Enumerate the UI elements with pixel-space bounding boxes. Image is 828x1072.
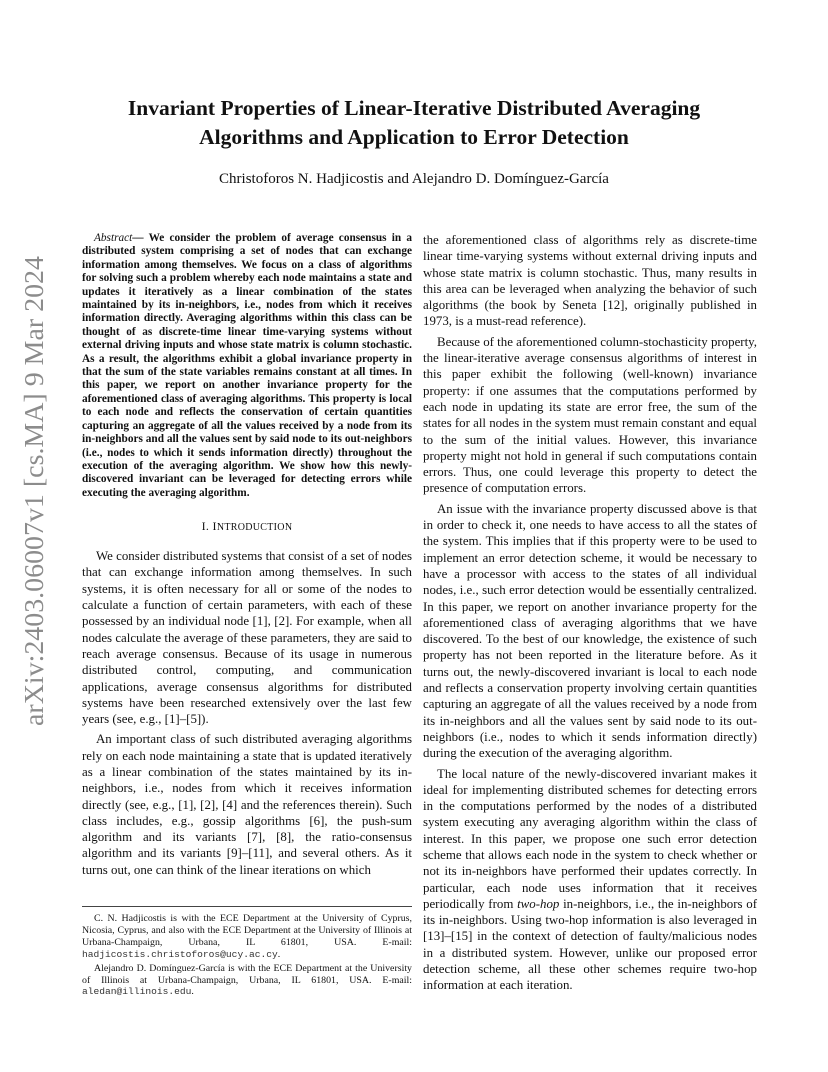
right-column [423,232,757,998]
section-first-letter: I [212,519,217,534]
left-body [82,548,412,878]
paragraph: the aforementioned class of algorithms rely as discrete-time linear time-varying systems without external driving inputs and whose state matrix is column stochastic. Thus, many results in this area can be leveraged when analyzing the behavior of such algorithms (the book by Seneta [12], originally published in 1973, is a must-read reference). [423,233,757,329]
email-link[interactable]: hadjicostis.christoforos@ucy.ac.cy [82,948,278,960]
left-column [82,232,412,882]
arxiv-sidebar [14,250,52,730]
email-link[interactable]: aledan@illinois.edu [82,986,192,998]
abstract-dash: — [132,232,144,244]
emphasis: two-hop [517,896,560,911]
title-line-1: Invariant Properties of Linear-Iterative Distributed Averaging [127,96,701,120]
footnotes [82,906,412,1000]
footnote-affiliation-1: C. N. Hadjicostis is with the ECE Department at the University of Cyprus, Nicosia, Cyprus, and also with the ECE Department at the University of Illinois at Urbana-Champaign, Urbana, IL 61801, USA. E-mail: hadjicostis.christoforos@ucy.ac.cy. [82,913,412,960]
abstract [82,232,412,500]
paragraph: The local nature of the newly-discovered invariant makes it ideal for implementing distributed schemes for detecting errors in the computations performed by the nodes of a distributed system executing any averaging algorithm within the class of interest. In this paper, we propose one such error detection scheme that allows each node in the system to check whether or not its in-neighbors have performed their updates correctly. In particular, each node uses information that it receives periodically from two-hop in-neighbors, i.e., the in-neighbors of its in-neighbors. Using two-hop information is also leveraged in [13]–[15] in the context of detection of faulty/malicious nodes in a distributed system. However, unlike our proposed error detection scheme, all these other schemes require two-hop information at each iteration. [423,766,758,993]
author-list: Christoforos N. Hadjicostis and Alejandro D. Domínguez-García [219,171,609,187]
paper-title [80,94,748,152]
paragraph: An important class of such distributed averaging algorithms rely on each node maintaining a state that is updated iteratively as a linear combination of the states maintained by its in-neighbors, i.e., nodes from which it receives information directly (see, e.g., [1], [2], [4] and the references therein). Such class includes, e.g., gossip algorithms [6], the push-sum algorithm and its variants [7], [8], the ratio-consensus algorithm and its variants [9]–[11], and several others. As it turns out, one can think of the linear iterations on which [82,732,412,877]
paragraph: An issue with the invariance property discussed above is that in order to check it, one needs to have access to all the states of the system. This implies that if this property were to be used to implement an error detection scheme, it would be necessary to have a processor with access to the states of all individual nodes, i.e., such error detection would be essentially centralized. In this paper, we report on another invariance property for the aforementioned class of averaging algorithms that we have discovered. To the best of our knowledge, the existence of such property has not been reported in the literature before. As it turns out, the newly-discovered invariant is local to each node and reflects a conservation property involving certain quantities capturing an aggregate of all the values received by a node from its in-neighbors and all the values sent by said node to its out-neighbors (i.e., nodes to which it sends information directly) during the execution of the averaging algorithm. [423,501,757,761]
abstract-text: We consider the problem of average consensus in a distributed system comprising a set of nodes that can exchange information among themselves. We focus on a class of algorithms for solving such a problem whereby each node maintains a state and updates it iteratively as a linear combination of the states maintained by its in-neighbors, i.e., nodes from which it receives information directly. Averaging algorithms within this class can be thought of as discrete-time linear time-varying systems without external driving inputs and whose state matrix is column stochastic. As a result, the algorithms exhibit a global invariance property in that the sum of the state variables remains constant at all times. In this paper, we report on another invariance property for the aforementioned class of averaging algorithms. This property is local to each node and reflects the conservation of certain quantities capturing an aggregate of all the values received by a node from its in-neighbors and all the values sent by said node to its out-neighbors (i.e., nodes to which it sends information directly) throughout the execution of the averaging algorithm. We show how this newly-discovered invariant can be leveraged for detecting errors while executing the averaging algorithm. [82,232,412,499]
footnote-affiliation-2: Alejandro D. Domínguez-García is with the ECE Department at the University of Illinois at Urbana-Champaign, Urbana, IL 61801, USA. E-mail: aledan@illinois.edu. [82,962,412,998]
abstract-label: Abstract [94,232,133,244]
paragraph: Because of the aforementioned column-stochasticity property, the linear-iterative average consensus algorithms of interest in this paper exhibit the following (well-known) invariance property: if one assumes that the computations performed by each node in updating its state are error free, the sum of the states for all nodes in the system must remain constant and equal to the sum of the initial values. However, this invariance property might not hold in general if such computations contain errors. Thus, one could leverage this property to detect the presence of computation errors. [423,334,758,496]
section-heading-introduction: I. INTRODUCTION [201,519,293,534]
arxiv-identifier: arXiv:2403.06007v1 [cs.MA] 9 Mar 2024 [19,271,49,726]
paragraph: We consider distributed systems that consist of a set of nodes that can exchange information among themselves. In such systems, it is often necessary for all or some of the nodes to calculate a function of certain parameters, with each of these possessed by an individual node [1], [2]. For example, when all nodes calculate the average of these parameters, they are said to reach average consensus. Because of its usage in numerous distributed control, computing, and communication applications, average consensus algorithms for distributed systems have been researched extensively over the last few years (see, e.g., [1]–[5]). [82,549,412,727]
section-smallcaps: NTRODUCTION [216,522,293,534]
title-line-2: Algorithms and Application to Error Detection [199,125,629,149]
